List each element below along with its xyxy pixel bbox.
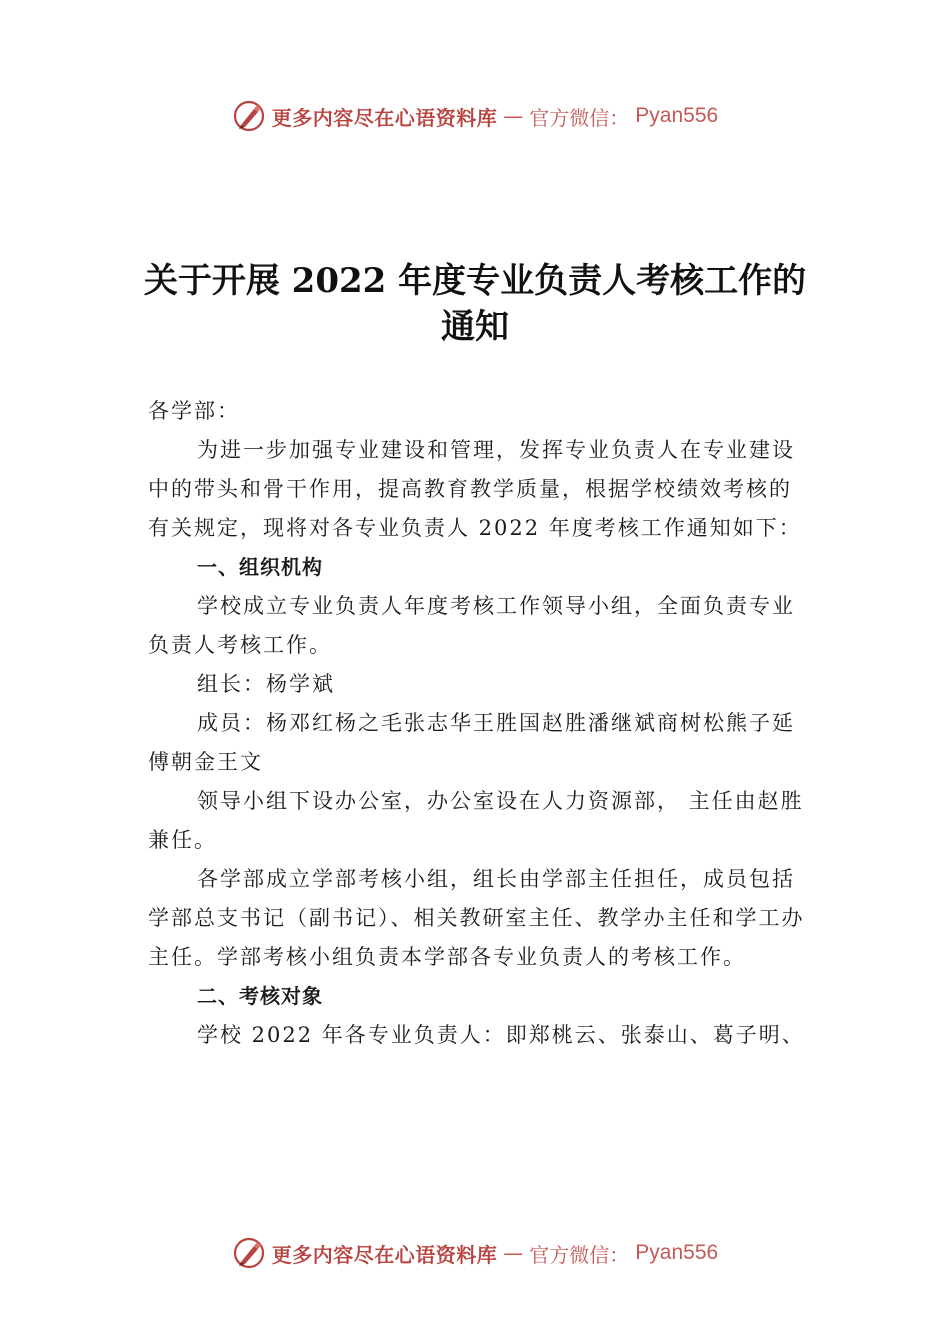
pen-logo-icon — [232, 99, 266, 133]
intro-paragraph: 为进一步加强专业建设和管理，发挥专业负责人在专业建设中的带头和骨干作用，提高教育教学质量，根据学校绩效考核的有关规定，现将对各专业负责人 2022 年度考核工作通知如下： — [148, 438, 802, 540]
salutation: 各学部： — [148, 399, 240, 423]
title-line-1: 关于开展 2022 年度专业负责人考核工作的 — [143, 261, 807, 301]
watermark-label: 官方微信： — [529, 1242, 630, 1267]
watermark-text: 更多内容尽在心语资料库 — [271, 1242, 498, 1267]
section-heading-targets: 二、考核对象 — [197, 984, 323, 1008]
targets-paragraph: 学校 2022 年各专业负责人：即郑桃云、张泰山、葛子明、 — [197, 1023, 805, 1047]
watermark-text: 更多内容尽在心语资料库 — [271, 105, 498, 130]
watermark-banner-bottom — [0, 1233, 950, 1273]
office-paragraph: 领导小组下设办公室，办公室设在人力资源部， 主任由赵胜兼任。 — [148, 789, 804, 852]
pen-logo-icon — [232, 1236, 266, 1270]
document-title — [100, 258, 850, 350]
organization-paragraph: 学校成立专业负责人年度考核工作领导小组，全面负责专业负责人考核工作。 — [148, 594, 795, 657]
dept-group-paragraph: 各学部成立学部考核小组，组长由学部主任担任，成员包括学部总支书记（副书记）、相关教研室主任、教学办主任和学工办主任。学部考核小组负责本学部各专业负责人的考核工作。 — [148, 867, 805, 969]
watermark-separator: — — [503, 104, 524, 128]
watermark-banner-top — [0, 96, 950, 136]
leader-line: 组长：杨学斌 — [197, 672, 335, 696]
watermark-separator: — — [503, 1241, 524, 1265]
watermark-wechat-id: Pyan556 — [635, 104, 719, 127]
document-body — [148, 392, 808, 1055]
section-heading-organization: 一、组织机构 — [197, 555, 323, 579]
watermark-wechat-id: Pyan556 — [635, 1241, 719, 1264]
title-line-2: 通知 — [441, 307, 509, 347]
watermark-label: 官方微信： — [529, 105, 630, 130]
members-paragraph: 成员：杨邓红杨之毛张志华王胜国赵胜潘继斌商树松熊子延傅朝金王文 — [148, 711, 795, 774]
